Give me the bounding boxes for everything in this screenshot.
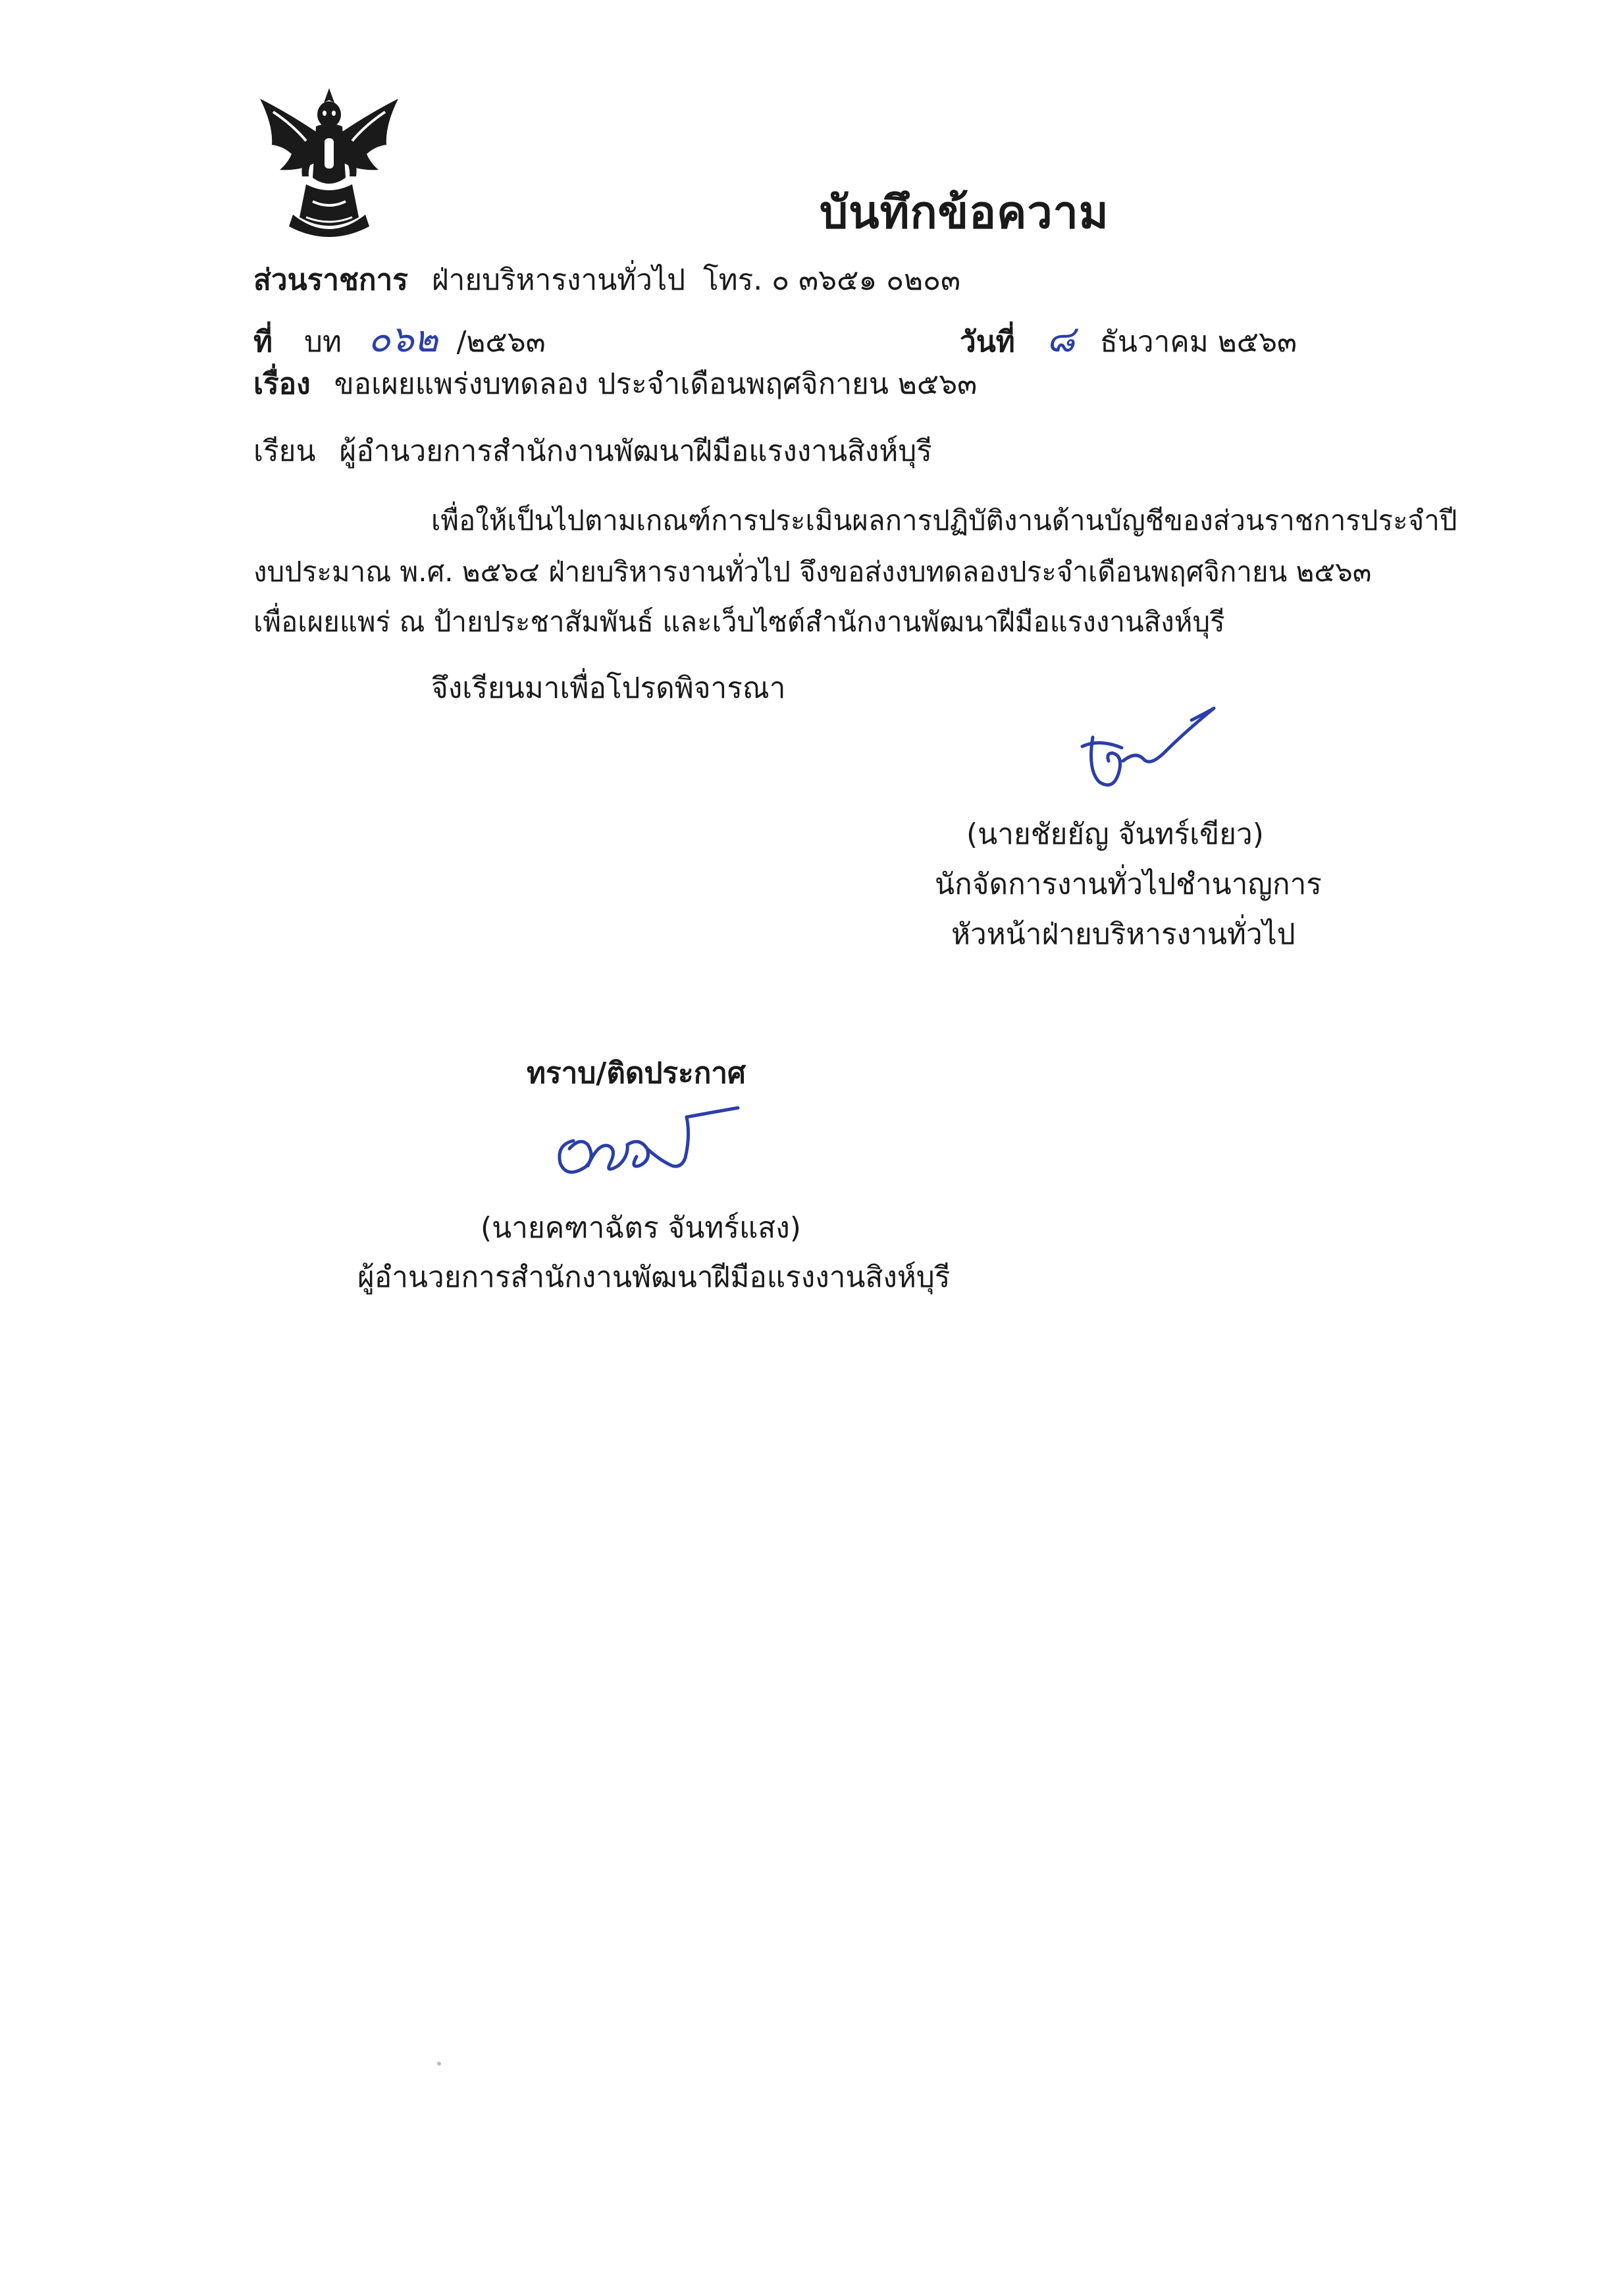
date-month-year: ธันวาคม ๒๕๖๓ <box>1100 325 1297 359</box>
reference-label: ที่ <box>253 325 273 359</box>
subject-label: เรื่อง <box>253 367 311 401</box>
date-label: วันที่ <box>960 325 1015 359</box>
date-row <box>960 309 1297 368</box>
body-paragraph-line-3: เพื่อเผยแพร่ ณ ป้ายประชาสัมพันธ์ และเว็บไซต์สำนักงานพัฒนาฝีมือแรงงานสิงห์บุรี <box>253 606 1225 638</box>
approver-position: ผู้อำนวยการสำนักงานพัฒนาฝีมือแรงงานสิงห์บุรี <box>357 1261 951 1294</box>
phone-number: โทร. ๐ ๓๖๕๑ ๐๒๐๓ <box>703 263 961 297</box>
garuda-emblem-icon <box>253 86 405 244</box>
closing-line: จึงเรียนมาเพื่อโปรดพิจารณา <box>431 671 786 705</box>
signature-2 <box>550 1103 747 1188</box>
signer1-role: หัวหน้าฝ่ายบริหารงานทั่วไป <box>951 918 1295 951</box>
approval-note: ทราบ/ติดประกาศ <box>527 1057 746 1090</box>
agency-row <box>253 257 685 303</box>
approver-name: (นายคฑาฉัตร จันทร์แสง) <box>481 1211 801 1245</box>
document-title: บันทึกข้อความ <box>820 187 1109 239</box>
salutation-row <box>253 428 932 474</box>
reference-row <box>253 309 546 368</box>
reference-year: /๒๕๖๓ <box>456 325 546 359</box>
subject-value: ขอเผยแพร่งบทดลอง ประจำเดือนพฤศจิกายน ๒๕๖๓ <box>334 367 978 401</box>
signer1-name: (นายชัยยัญ จันทร์เขียว) <box>966 818 1264 851</box>
salutation-value: ผู้อำนวยการสำนักงานพัฒนาฝีมือแรงงานสิงห์บุรี <box>339 434 932 468</box>
signature-1 <box>1073 698 1231 796</box>
body-paragraph-line-2: งบประมาณ พ.ศ. ๒๕๖๔ ฝ่ายบริหารงานทั่วไป จึงขอส่งงบทดลองประจำเดือนพฤศจิกายน ๒๕๖๓ <box>253 556 1372 588</box>
subject-row <box>253 361 977 407</box>
signer1-position: นักจัดการงานทั่วไปชำนาญการ <box>935 868 1322 901</box>
reference-prefix: บท <box>304 325 342 359</box>
date-day-handwritten: ๘ <box>1046 318 1075 361</box>
salutation-label: เรียน <box>253 434 316 468</box>
body-paragraph-line-1: เพื่อให้เป็นไปตามเกณฑ์การประเมินผลการปฏิบัติงานด้านบัญชีของส่วนราชการประจำปี <box>431 504 1457 536</box>
agency-label: ส่วนราชการ <box>253 263 408 297</box>
scan-speck <box>434 2059 444 2068</box>
agency-value: ฝ่ายบริหารงานทั่วไป <box>431 263 686 297</box>
reference-number-handwritten: ๐๖๒ <box>367 318 438 361</box>
